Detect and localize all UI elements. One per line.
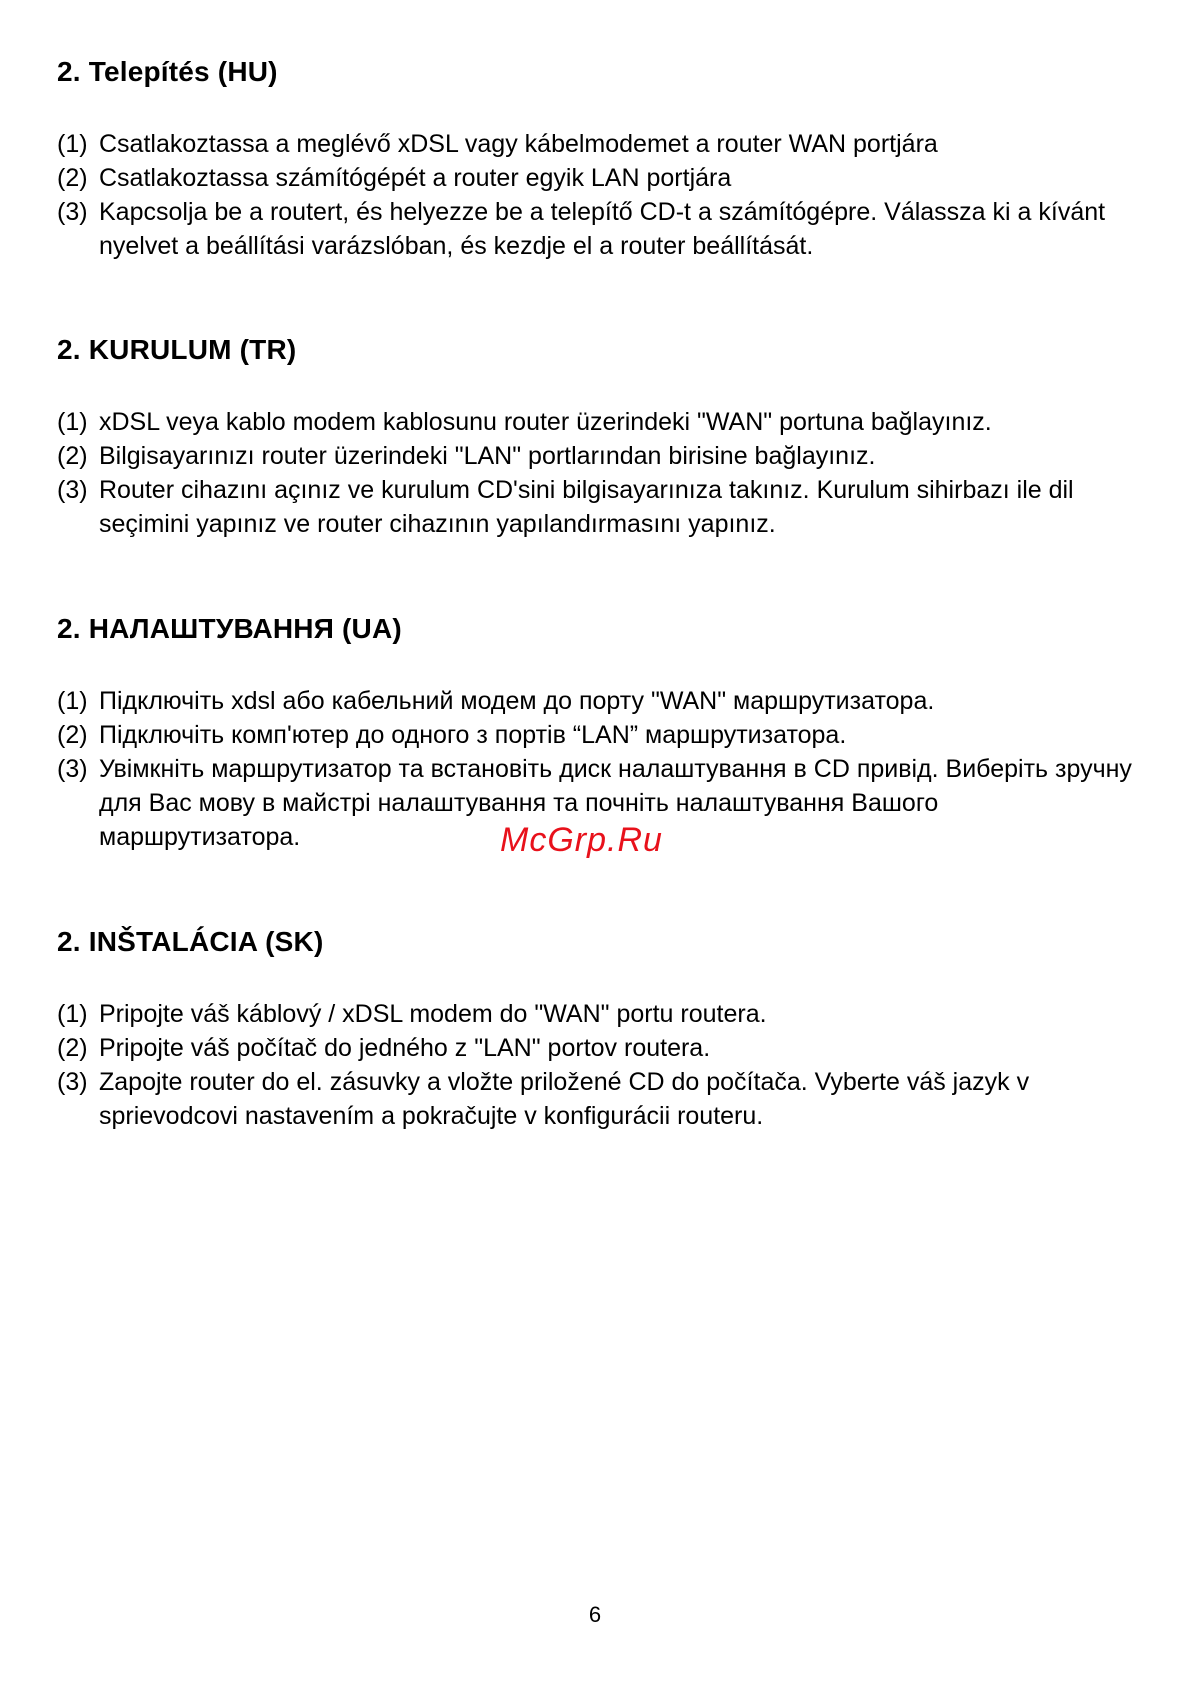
step-number: (2) (57, 1034, 88, 1062)
step-number: (1) (57, 408, 88, 436)
section-heading: 2. НАЛАШТУВАННЯ (UA) (57, 613, 402, 644)
step-number: (3) (57, 198, 88, 226)
step-text: xDSL veya kablo modem kablosunu router üzerindeki "WAN" portuna bağlayınız. (99, 408, 992, 436)
step-text: Підключіть комп'ютер до одного з портів “LAN” маршрутизатора. (99, 721, 847, 749)
list-item (57, 127, 1137, 161)
section-sk (57, 925, 1137, 1133)
steps-list (57, 997, 1137, 1133)
list-item (57, 473, 1137, 541)
step-text: Csatlakoztassa számítógépét a router egyik LAN portjára (99, 164, 732, 192)
step-number: (1) (57, 687, 88, 715)
step-text: Bilgisayarınızı router üzerindeki "LAN" portlarından birisine bağlayınız. (99, 442, 876, 470)
step-text: Підключіть xdsl або кабельний модем до порту "WAN" маршрутизатора. (99, 687, 935, 715)
list-item (57, 195, 1137, 263)
steps-list (57, 127, 1137, 263)
list-item (57, 997, 1137, 1031)
list-item (57, 1031, 1137, 1065)
page-number: 6 (588, 1602, 602, 1627)
list-item (57, 161, 1137, 195)
step-text: Увімкніть маршрутизатор та встановіть диск налаштування в CD привід. Виберіть зручну для Вас мову в майстрі налаштування та почніть налаштування Вашого маршрутизатора. (99, 755, 1132, 851)
section-tr (57, 333, 1137, 541)
section-hu (57, 55, 1137, 263)
watermark: McGrp.Ru (500, 821, 663, 859)
list-item (57, 684, 1137, 718)
list-item (57, 405, 1137, 439)
section-heading: 2. INŠTALÁCIA (SK) (57, 926, 324, 957)
step-text: Zapojte router do el. zásuvky a vložte priložené CD do počítača. Vyberte váš jazyk v sprievodcovi nastavením a pokračujte v konfigurácii routeru. (99, 1068, 1030, 1130)
step-text: Kapcsolja be a routert, és helyezze be a telepítő CD-t a számítógépre. Válassza ki a kívánt nyelvet a beállítási varázslóban, és kezdje el a router beállítását. (99, 198, 1106, 260)
section-heading: 2. Telepítés (HU) (57, 56, 278, 87)
section-ua (57, 612, 1137, 854)
step-number: (2) (57, 164, 88, 192)
step-number: (3) (57, 476, 88, 504)
step-number: (3) (57, 1068, 88, 1096)
step-number: (2) (57, 442, 88, 470)
step-number: (1) (57, 1000, 88, 1028)
step-text: Pripojte váš káblový / xDSL modem do "WAN" portu routera. (99, 1000, 767, 1028)
step-number: (1) (57, 130, 88, 158)
section-heading: 2. KURULUM (TR) (57, 334, 297, 365)
steps-list (57, 405, 1137, 541)
step-text: Router cihazını açınız ve kurulum CD'sini bilgisayarınıza takınız. Kurulum sihirbazı ile dil seçimini yapınız ve router cihazının yapılandırmasını yapınız. (99, 476, 1074, 538)
list-item (57, 718, 1137, 752)
list-item (57, 1065, 1137, 1133)
step-number: (3) (57, 755, 88, 783)
list-item (57, 439, 1137, 473)
step-number: (2) (57, 721, 88, 749)
step-text: Csatlakoztassa a meglévő xDSL vagy kábelmodemet a router WAN portjára (99, 130, 938, 158)
step-text: Pripojte váš počítač do jedného z "LAN" portov routera. (99, 1034, 711, 1062)
